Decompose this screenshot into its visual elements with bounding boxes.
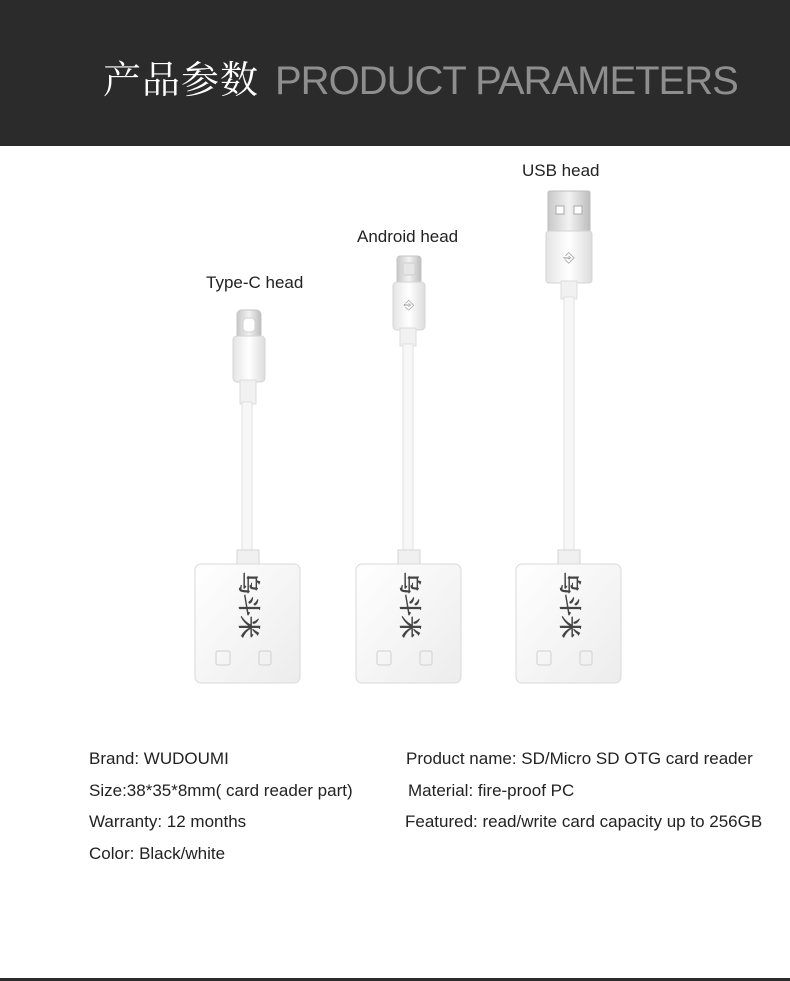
svg-text:乌斗米: 乌斗米 [396, 571, 422, 639]
header-banner [0, 0, 790, 146]
product-illustration [0, 146, 790, 706]
type-c-cable [242, 402, 252, 552]
usb-a-connector [548, 191, 590, 233]
spec-warranty: Warranty: 12 months [89, 812, 247, 831]
svg-text:乌斗米: 乌斗米 [235, 571, 261, 639]
spec-material: Material: fire-proof PC [408, 781, 575, 800]
header-title-en: PRODUCT PARAMETERS [275, 59, 738, 103]
spec-color: Color: Black/white [89, 844, 226, 863]
spec-product-name: Product name: SD/Micro SD OTG card reader [406, 749, 753, 768]
android-cable [403, 344, 413, 554]
spec-size: Size:38*35*8mm( card reader part) [89, 781, 353, 800]
android-reader [356, 256, 461, 683]
type-c-plug-housing [233, 336, 265, 382]
type-c-reader [195, 310, 300, 683]
spec-featured: Featured: read/write card capacity up to 256GB [405, 812, 763, 831]
usb-symbol-icon: ⎆ [563, 249, 575, 265]
usb-reader [516, 191, 621, 683]
spec-brand: Brand: WUDOUMI [89, 749, 229, 768]
android-head-label: Android head [357, 227, 459, 246]
usb-symbol-icon: ⎆ [403, 297, 415, 312]
header-title-cn: 产品参数 [103, 58, 260, 102]
svg-text:乌斗米: 乌斗米 [556, 571, 582, 639]
usb-head-label: USB head [522, 161, 600, 180]
type-c-head-label: Type-C head [206, 273, 304, 292]
usb-cable [564, 297, 574, 555]
